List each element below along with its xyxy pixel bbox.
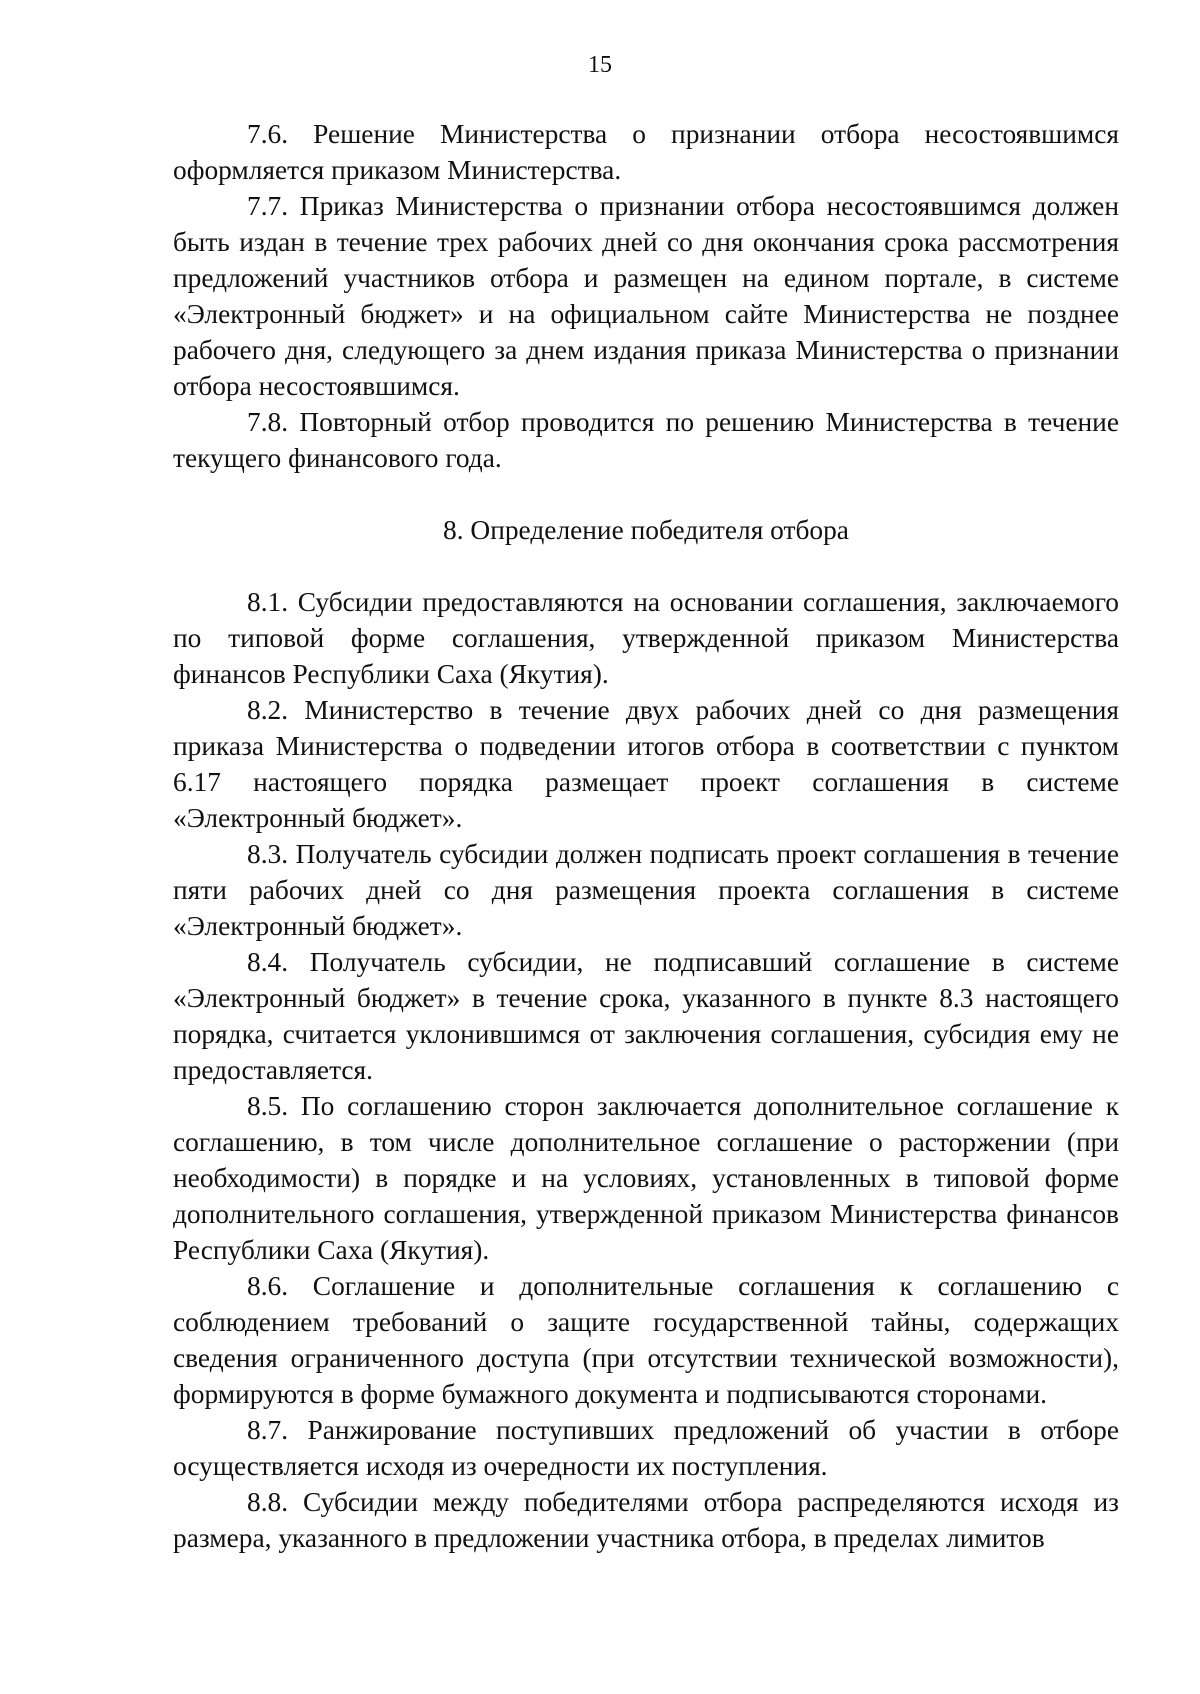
paragraph-8-1: 8.1. Субсидии предоставляются на основании соглашения, заключаемого по типовой форме соглашения, утвержденной приказом Министерства финансов Республики Саха (Якутия). — [173, 587, 1119, 689]
section-8-heading: 8. Определение победителя отбора — [443, 515, 849, 545]
paragraph-8-7: 8.7. Ранжирование поступивших предложений об участии в отборе осуществляется исходя из очередности их поступления. — [173, 1415, 1119, 1481]
page-number: 15 — [588, 52, 612, 78]
paragraph-8-4: 8.4. Получатель субсидии, не подписавший соглашение в системе «Электронный бюджет» в течение срока, указанного в пункте 8.3 настоящего порядка, считается уклонившимся от заключения соглашения, субсидия ему не предоставляется. — [173, 947, 1119, 1085]
paragraph-8-6: 8.6. Соглашение и дополнительные соглашения к соглашению с соблюдением требований о защите государственной тайны, содержащих сведения ограниченного доступа (при отсутствии технической возможности), формируются в форме бумажного документа и подписываются сторонами. — [173, 1271, 1119, 1409]
document-body — [173, 116, 1119, 1556]
paragraph-8-3: 8.3. Получатель субсидии должен подписать проект соглашения в течение пяти рабочих дней со дня размещения проекта соглашения в системе «Электронный бюджет». — [173, 839, 1119, 941]
paragraph-8-8: 8.8. Субсидии между победителями отбора распределяются исходя из размера, указанного в предложении участника отбора, в пределах лимитов — [173, 1487, 1119, 1553]
paragraph-7-8: 7.8. Повторный отбор проводится по решению Министерства в течение текущего финансового года. — [173, 407, 1119, 473]
paragraph-8-5: 8.5. По соглашению сторон заключается дополнительное соглашение к соглашению, в том числе дополнительное соглашение о расторжении (при необходимости) в порядке и на условиях, установленных в типовой форме дополнительного соглашения, утвержденной приказом Министерства финансов Республики Саха (Якутия). — [173, 1091, 1119, 1265]
paragraph-8-2: 8.2. Министерство в течение двух рабочих дней со дня размещения приказа Министерства о подведении итогов отбора в соответствии с пунктом 6.17 настоящего порядка размещает проект соглашения в системе «Электронный бюджет». — [173, 695, 1119, 833]
paragraph-7-7: 7.7. Приказ Министерства о признании отбора несостоявшимся должен быть издан в течение трех рабочих дней со дня окончания срока рассмотрения предложений участников отбора и размещен на едином портале, в системе «Электронный бюджет» и на официальном сайте Министерства не позднее рабочего дня, следующего за днем издания приказа Министерства о признании отбора несостоявшимся. — [173, 191, 1119, 401]
paragraph-7-6: 7.6. Решение Министерства о признании отбора несостоявшимся оформляется приказом Министерства. — [173, 119, 1119, 185]
